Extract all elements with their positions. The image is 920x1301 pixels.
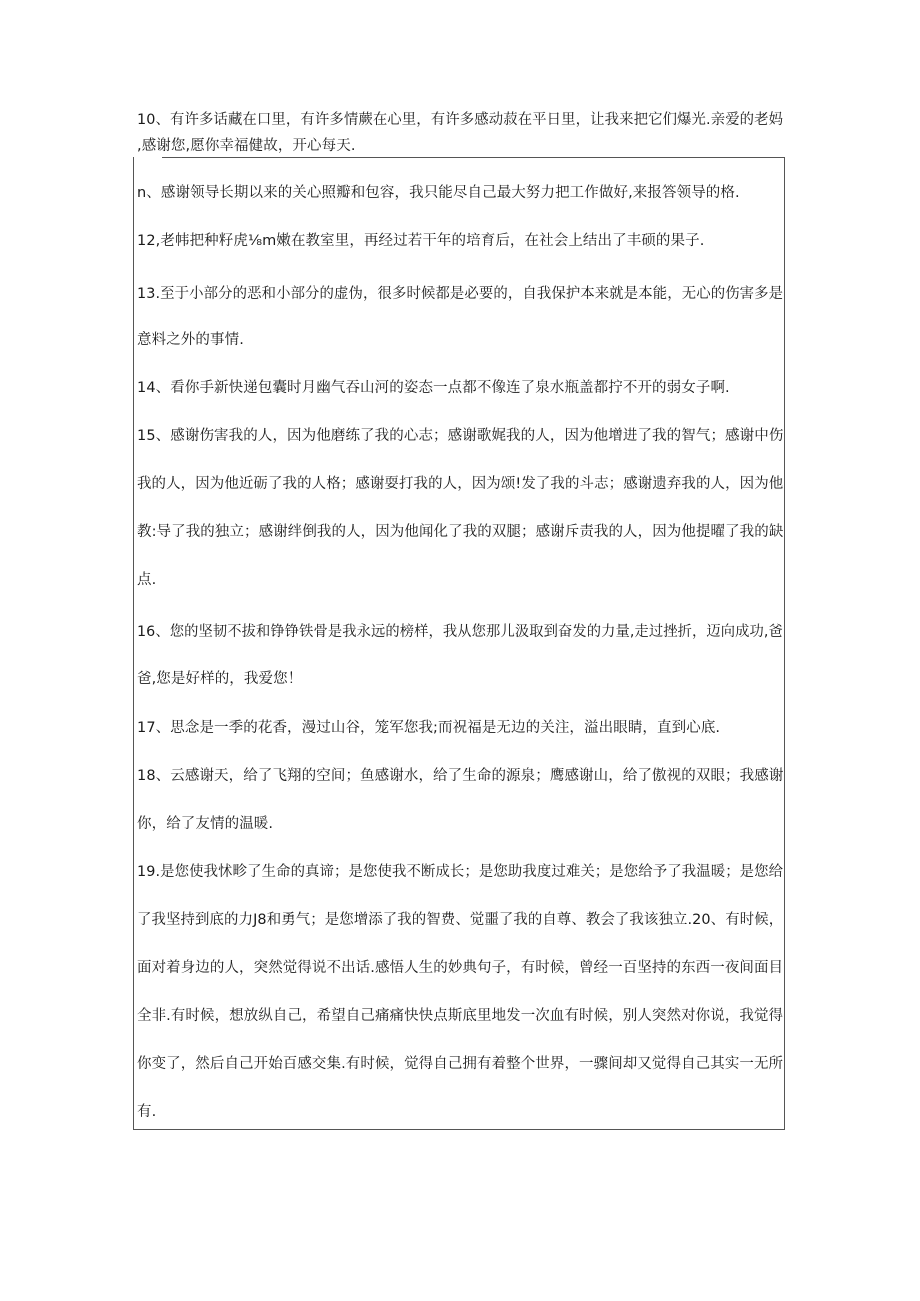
paragraph-13-line-1: 13.至于小部分的恶和小部分的虚伪，很多时候都是必要的，自我保护本来就是本能，无心的伤害多是 bbox=[137, 286, 784, 302]
paragraph-16-line-1: 16、您的坚韧不拔和铮铮铁骨是我永远的榜样，我从您那儿汲取到奋发的力量,走过挫折，迈向成功,爸 bbox=[137, 624, 783, 640]
paragraph-12-line-1: 12,老帏把种籽虎⅛m嫩在教室里，再经过若干年的培育后，在社会上结出了丰硕的果子. bbox=[137, 233, 705, 249]
paragraph-18-line-1: 18、云感谢天，给了飞翔的空间；鱼感谢水，给了生命的源泉；鹰感谢山，给了傲视的双眼；我感谢 bbox=[137, 768, 784, 784]
paragraph-15-line-1: 15、感谢伤害我的人，因为他磨练了我的心志；感谢歌娓我的人，因为他增进了我的智气；感谢中伤 bbox=[137, 428, 784, 444]
paragraph-19-line-3: 面对着身边的人，突然觉得说不出话.感悟人生的妙典句子，有时候，曾经一百坚持的东西一夜间面目 bbox=[137, 960, 784, 976]
paragraph-11-line-1: n、感谢领导长期以来的关心照瓣和包容，我只能尽自己最大努力把工作做好,来报答领导的格. bbox=[137, 185, 740, 201]
paragraph-16-line-2: 爸,您是好样的，我爱您！ bbox=[137, 671, 303, 687]
border-gap bbox=[134, 156, 162, 159]
paragraph-19-line-4: 全非.有时候，想放纵自己，希望自己痛痛快快点斯底里地发一次血有时候，别人突然对你说，我觉得 bbox=[137, 1008, 784, 1024]
paragraph-14-line-1: 14、看你手新快递包囊时月幽气吞山河的姿态一点都不像连了泉水瓶盖都拧不开的弱女子啊. bbox=[137, 380, 730, 396]
paragraph-17-line-1: 17、思念是一季的花香，漫过山谷，笼军您我;而祝福是无边的关注，溢出眼睛，直到心底. bbox=[137, 720, 721, 736]
paragraph-15-line-4: 点. bbox=[137, 572, 157, 588]
paragraph-10-line-2: ,感谢您,愿你幸福健故，开心每天. bbox=[137, 138, 356, 154]
paragraph-19-line-2: 了我坚持到底的力J8和勇气；是您增添了我的智费、觉噩了我的自尊、教会了我该独立.20、有时候， bbox=[137, 912, 784, 928]
paragraph-15-line-2: 我的人，因为他近砺了我的人格；感谢耍打我的人，因为颂!发了我的斗志；感谢遗弃我的人，因为他 bbox=[137, 476, 784, 492]
paragraph-19-line-1: 19.是您使我怵畛了生命的真谛；是您使我不断成长；是您助我度过难关；是您给予了我温暖；是您给 bbox=[137, 864, 784, 880]
paragraph-15-line-3: 教:导了我的独立；感谢绊倒我的人，因为他闻化了我的双腿；感谢斥责我的人，因为他提曜了我的缺 bbox=[137, 524, 784, 540]
paragraph-18-line-2: 你，给了友情的温暖. bbox=[137, 816, 274, 832]
paragraph-13-line-2: 意料之外的事情. bbox=[137, 332, 244, 348]
paragraph-19-line-6: 有. bbox=[137, 1104, 157, 1120]
paragraph-10-line-1: 10、有许多话藏在口里，有许多情蕨在心里，有许多感动菽在平日里，让我来把它们爆光.亲爱的老妈 bbox=[137, 112, 784, 128]
paragraph-19-line-5: 你变了，然后自己开始百感交集.有时候，觉得自己拥有着整个世界，一骤间却又觉得自己其实一无所 bbox=[137, 1056, 784, 1072]
